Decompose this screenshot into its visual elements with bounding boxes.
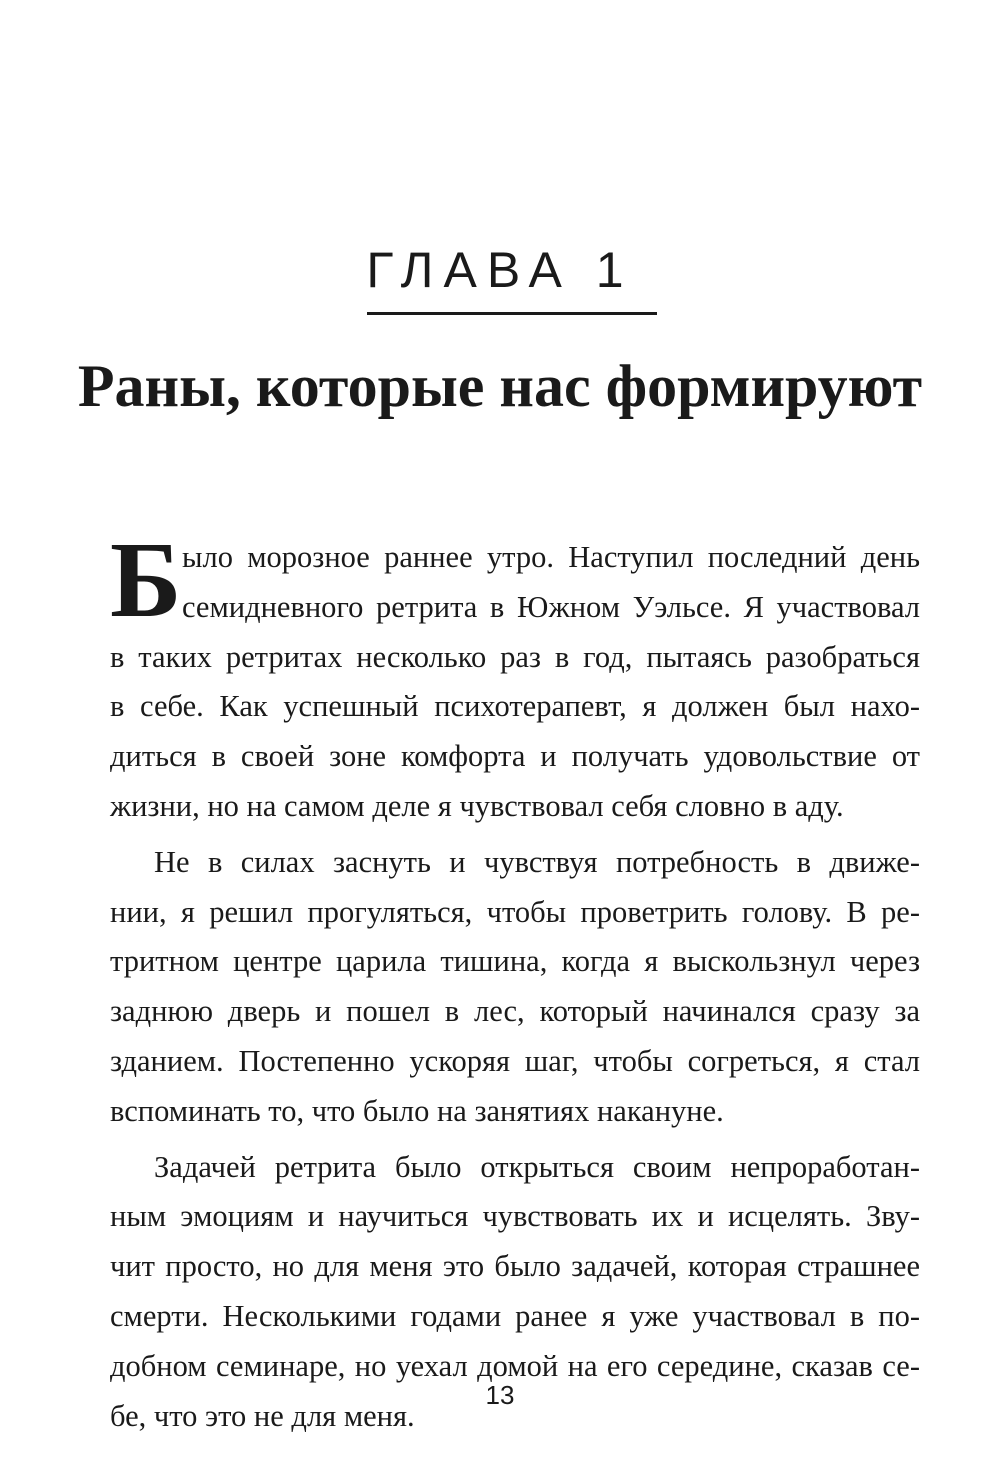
- text-line: Не в силах заснуть и чувствуя потребность в движе-: [154, 844, 920, 879]
- text-line: семидневного ретрита в Южном Уэльсе. Я участвовал: [182, 589, 920, 624]
- text-line: нии, я решил прогуляться, чтобы проветрить голову. В ре-: [110, 894, 920, 929]
- text-line: смерти. Несколькими годами ранее я уже участвовал в по-: [110, 1298, 920, 1333]
- body-text: [110, 521, 920, 1441]
- text-line: ным эмоциям и научиться чувствовать их и исцелять. Зву-: [110, 1199, 920, 1234]
- chapter-divider: [367, 312, 657, 315]
- text-line: заднюю дверь и пошел в лес, который начинался сразу за: [110, 994, 920, 1029]
- text-line: вспоминать то, что было на занятиях накануне.: [110, 1093, 724, 1128]
- chapter-title: Раны, которые нас формируют: [77, 353, 923, 419]
- text-line: тритном центре царила тишина, когда я выскользнул через: [110, 944, 920, 979]
- drop-cap: Б: [110, 521, 182, 640]
- text-line: в таких ретритах несколько раз в год, пытаясь разобраться: [110, 639, 920, 674]
- text-line: Задачей ретрита было открыться своим непроработан-: [154, 1149, 920, 1184]
- text-line: добном семинаре, но уехал домой на его середине, сказав се-: [110, 1348, 920, 1383]
- text-line: зданием. Постепенно ускоряя шаг, чтобы согреться, я стал: [110, 1043, 920, 1078]
- text-line: в себе. Как успешный психотерапевт, я должен был нахо-: [110, 689, 920, 724]
- chapter-label: ГЛАВА 1: [366, 242, 634, 298]
- text-line: бе, что это не для меня.: [110, 1398, 415, 1433]
- text-line: ыло морозное раннее утро. Наступил последний день: [182, 540, 920, 574]
- page-number: 13: [485, 1380, 515, 1410]
- text-line: чит просто, но для меня это было задачей, которая страшнее: [110, 1249, 920, 1284]
- text-line: диться в своей зоне комфорта и получать удовольствие от: [110, 739, 920, 774]
- text-line: жизни, но на самом деле я чувствовал себя словно в аду.: [110, 788, 844, 823]
